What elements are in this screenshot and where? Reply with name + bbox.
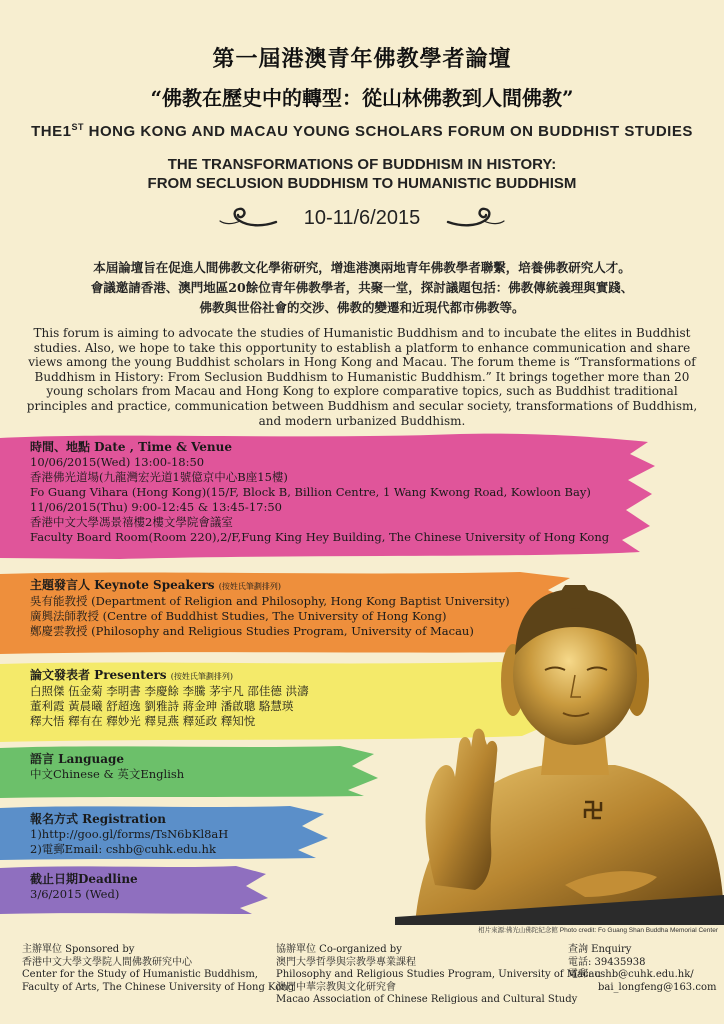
title-english-pre: THE1 (31, 123, 72, 140)
registration-line: 2)電郵Email: cshb@cuhk.edu.hk (30, 842, 216, 856)
title-english-sup: ST (71, 122, 84, 132)
theme-english (0, 155, 724, 193)
enquiry-line: bai_longfeng@163.com (598, 981, 717, 993)
keynote-speaker: 廣興法師教授 (Centre of Buddhist Studies, The University of Hong Kong) (30, 609, 447, 623)
language-content (30, 752, 184, 782)
intro-english: This forum is aiming to advocate the studies of Humanistic Buddhism and to incubate the elites in Buddhist studies. Also, we hope to take this opportunity to establish a platform to enhance communication and share views among the young Buddhist scholars in Hong Kong and Macau. The forum theme is “Transformations of Buddhism in History: From Seclusion Buddhism to Humanistic Buddhism.” It brings together more than 20 young scholars from Macau and Hong Kong to explore comparative topics, such as Buddhist traditional principles and practice, communication between Buddhism and secular society, transformations of Buddhism, and modern urbanized Buddhism. (26, 326, 698, 428)
venue-line: 10/06/2015(Wed) 13:00-18:50 (30, 455, 205, 469)
keynote-heading-text: 主題發言人 Keynote Speakers (30, 578, 215, 592)
intro-zh-line: 會議邀請香港、澳門地區20餘位青年佛教學者，共聚一堂，探討議題包括：佛教傳統義理與實踐、 (90, 280, 634, 295)
coorganizer-line: Philosophy and Religious Studies Program, University of Macau (276, 969, 601, 980)
theme-line-2: FROM SECLUSION BUDDHISM TO HUMANISTIC BUDDHISM (147, 175, 577, 192)
keynote-note: (按姓氏筆劃排列) (218, 582, 281, 591)
enquiry-block (568, 944, 716, 994)
registration-line: 1)http://goo.gl/forms/TsN6bKl8aH (30, 827, 229, 841)
enquiry-line: 查詢 Enquiry (568, 944, 632, 955)
enquiry-line: 電郵: cshb@cuhk.edu.hk/ (568, 969, 694, 980)
forum-date: 10-11/6/2015 (303, 207, 421, 229)
coorganizer-line: Macao Association of Chinese Religious and Cultural Study (276, 994, 578, 1005)
coorganizer-block (276, 944, 601, 1007)
venue-line: 香港中文大學馮景禧樓2樓文學院會議室 (30, 515, 233, 529)
venue-band (0, 432, 660, 560)
presenters-heading-text: 論文發表者 Presenters (30, 668, 167, 682)
presenters-content (30, 668, 309, 729)
language-line: 中文Chinese & 英文English (30, 767, 185, 781)
coorganizer-line: 澳門中華宗教與文化研究會 (276, 981, 396, 993)
venue-line: 香港佛光道場(九龍灣宏光道1號億京中心B座15樓) (30, 470, 288, 484)
registration-band (0, 804, 330, 860)
theme-line-1: THE TRANSFORMATIONS OF BUDDHISM IN HISTORY: (167, 156, 557, 173)
deadline-heading: 截止日期Deadline (30, 872, 138, 886)
venue-content (30, 440, 609, 545)
keynote-speaker: 吳有能教授 (Department of Religion and Philosophy, Hong Kong Baptist University) (30, 594, 510, 608)
footer (0, 938, 724, 1024)
title-english (0, 122, 724, 140)
right-swirl-icon (446, 205, 506, 231)
venue-heading: 時間、地點 Date , Time & Venue (30, 440, 233, 454)
intro-chinese (30, 258, 694, 318)
sponsor-line: 主辦單位 Sponsored by (22, 944, 135, 955)
deadline-line: 3/6/2015 (Wed) (30, 887, 120, 901)
sponsor-line: Center for the Study of Humanistic Buddhism, (22, 969, 258, 980)
presenters-line: 董利霞 黃晨曦 舒超逸 劉雅詩 蔣金珅 潘啟聰 駱慧瑛 (30, 699, 294, 713)
sponsor-line: 香港中文大學文學院人間佛教研究中心 (22, 956, 192, 968)
venue-line: Fo Guang Vihara (Hong Kong)(15/F, Block B, Billion Centre, 1 Wang Kwong Road, Kowloon Bay) (30, 485, 591, 499)
sponsor-line: Faculty of Arts, The Chinese University of Hong Kong (22, 981, 295, 993)
registration-content (30, 812, 228, 857)
presenters-line: 白照傑 伍金菊 李明書 李慶餘 李騰 茅宇凡 邵佳德 洪濤 (30, 684, 309, 698)
buddha-statue-image (395, 585, 724, 925)
coorganizer-line: 協辦單位 Co-organized by (276, 944, 402, 955)
intro-zh-line: 本屆論壇旨在促進人間佛教文化學術研究，增進港澳兩地青年佛教學者聯繫，培養佛教研究人才。 (93, 260, 631, 275)
deadline-content (30, 872, 138, 902)
date-row (0, 205, 724, 235)
keynote-speaker: 鄭慶雲教授 (Philosophy and Religious Studies Program, University of Macau) (30, 624, 474, 638)
language-band (0, 744, 380, 798)
deadline-band (0, 864, 270, 914)
presenters-line: 釋大悟 釋有在 釋妙光 釋見燕 釋延政 釋知悅 (30, 714, 256, 728)
registration-heading: 報名方式 Registration (30, 812, 166, 826)
sponsor-block (22, 944, 294, 994)
intro-zh-line: 佛教與世俗社會的交涉、佛教的變遷和近現代都市佛教等。 (199, 300, 525, 315)
presenters-heading (30, 668, 309, 684)
photo-credit: 相片來源:佛光山佛陀紀念館 Photo credit: Fo Guang Shan Buddha Memorial Center (478, 927, 718, 934)
presenters-note: (按姓氏筆劃排列) (170, 672, 233, 681)
language-heading: 語言 Language (30, 752, 125, 766)
venue-line: 11/06/2015(Thu) 9:00-12:45 & 13:45-17:50 (30, 500, 282, 514)
subtitle-chinese: “佛教在歷史中的轉型：從山林佛教到人間佛教” (150, 86, 574, 110)
enquiry-line: 電話: 39435938 (568, 956, 646, 968)
venue-line: Faculty Board Room(Room 220),2/F,Fung King Hey Building, The Chinese University of Hong Kong (30, 530, 610, 544)
title-english-post: HONG KONG AND MACAU YOUNG SCHOLARS FORUM ON BUDDHIST STUDIES (84, 123, 693, 140)
coorganizer-line: 澳門大學哲學與宗教學專業課程 (276, 956, 416, 968)
title-chinese: 第一屆港澳青年佛教學者論壇 (212, 46, 512, 72)
